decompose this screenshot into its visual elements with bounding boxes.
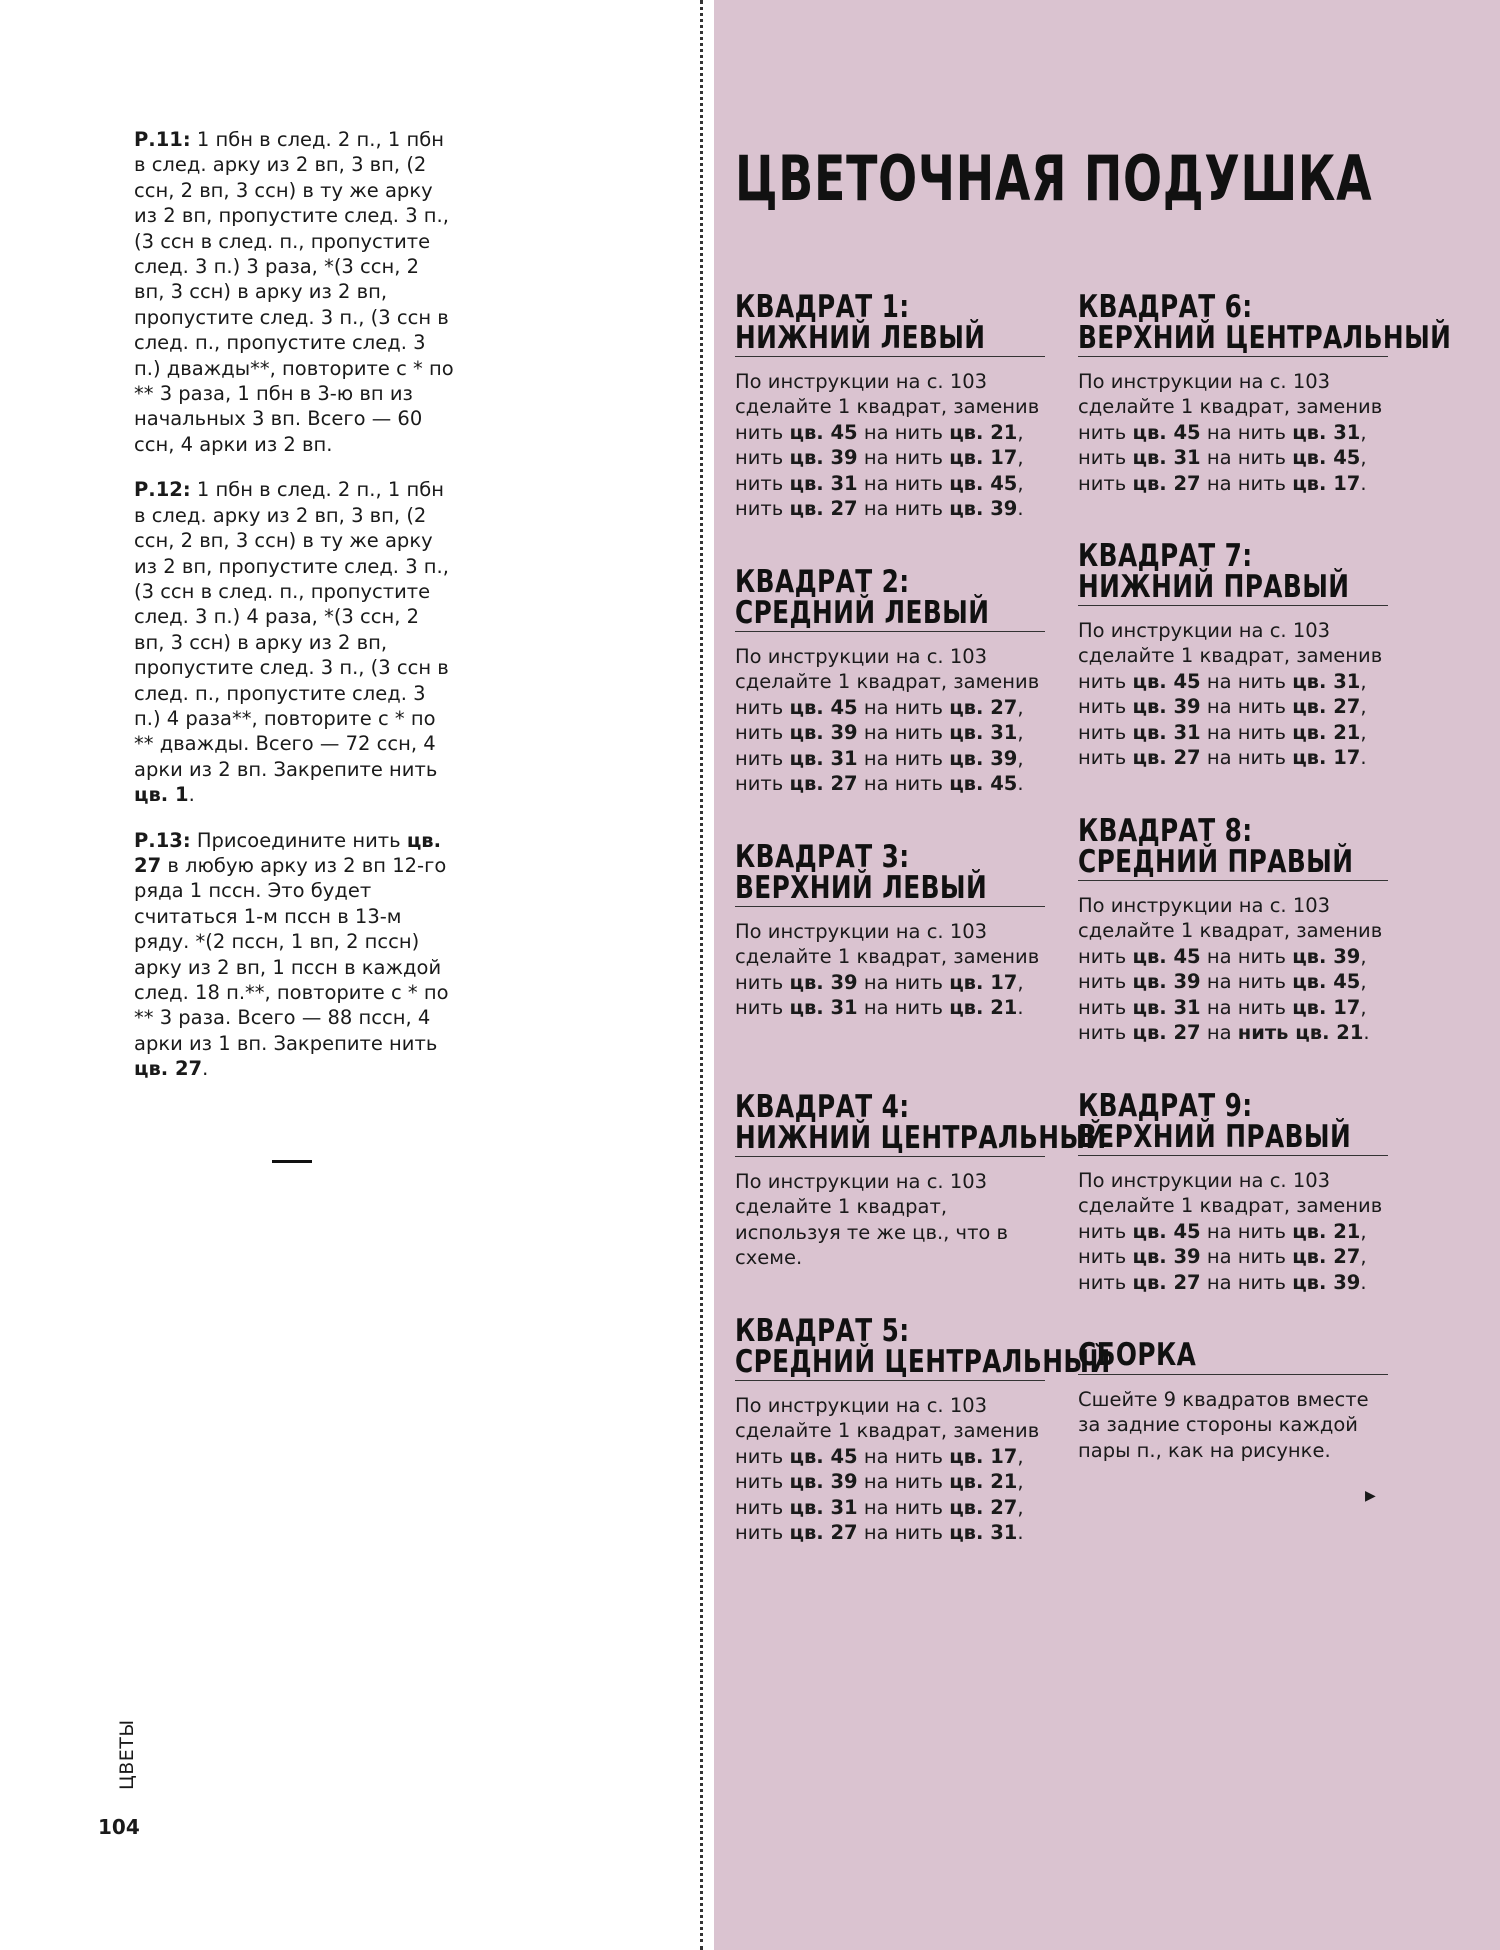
divider — [735, 1380, 1045, 1381]
divider — [735, 356, 1045, 357]
square-3-heading: КВАДРАТ 3: ВЕРХНИЙ ЛЕВЫЙ — [735, 839, 988, 906]
square-3-text: По инструкции на с. 103 сделайте 1 квадрат, заменив нить цв. 39 на нить цв. 17, нить цв. 31 на нить цв. 21. — [735, 920, 1040, 1020]
square-9-text: По инструкции на с. 103 сделайте 1 квадрат, заменив нить цв. 45 на нить цв. 21, нить цв. 39 на нить цв. 27, нить цв. 27 на нить цв. 39. — [1078, 1169, 1383, 1294]
page-title: ЦВЕТОЧНАЯ ПОДУШКА — [735, 142, 1373, 215]
square-6-section — [1078, 289, 1452, 496]
square-5-text: По инструкции на с. 103 сделайте 1 квадрат, заменив нить цв. 45 на нить цв. 17, нить цв. 39 на нить цв. 21, нить цв. 31 на нить цв. 27, нить цв. 27 на нить цв. 31. — [735, 1394, 1040, 1545]
square-1-section — [735, 289, 1045, 521]
divider — [1078, 356, 1388, 357]
assembly-section — [1078, 1337, 1388, 1463]
assembly-text: Сшейте 9 квадратов вместе за задние стороны каждой пары п., как на рисунке. — [1078, 1388, 1369, 1462]
square-2-text: По инструкции на с. 103 сделайте 1 квадрат, заменив нить цв. 45 на нить цв. 27, нить цв. 39 на нить цв. 31, нить цв. 31 на нить цв. 39, нить цв. 27 на нить цв. 45. — [735, 645, 1040, 796]
square-7-heading: КВАДРАТ 7: НИЖНИЙ ПРАВЫЙ — [1078, 538, 1350, 605]
square-8-text: По инструкции на с. 103 сделайте 1 квадрат, заменив нить цв. 45 на нить цв. 39, нить цв. 39 на нить цв. 45, нить цв. 31 на нить цв. 17, нить цв. 27 на нить цв. 21. — [1078, 894, 1383, 1045]
page-divider — [700, 0, 703, 1950]
divider — [735, 1156, 1045, 1157]
square-5-heading: КВАДРАТ 5: СРЕДНИЙ ЦЕНТРАЛЬНЫЙ — [735, 1313, 1111, 1380]
divider — [735, 631, 1045, 632]
divider — [1078, 1155, 1388, 1156]
square-9-section — [1078, 1088, 1388, 1295]
left-instructions — [134, 127, 454, 1102]
square-7-text: По инструкции на с. 103 сделайте 1 квадрат, заменив нить цв. 45 на нить цв. 31, нить цв. 39 на нить цв. 27, нить цв. 31 на нить цв. 21, нить цв. 27 на нить цв. 17. — [1078, 619, 1383, 770]
divider — [1078, 1374, 1388, 1375]
row-12: Р.12: 1 пбн в след. 2 п., 1 пбн в след. арку из 2 вп, 3 вп, (2 ссн, 2 вп, 3 ссн) в ту же арку из 2 вп, пропустите след. 3 п., (3 ссн в след. п., пропустите след. 3 п.) 4 раза, *(3 ссн, 2 вп, 3 ссн) в арку из 2 вп, пропустите след. 3 п., (3 ссн в след. п., пропустите след. 3 п.) 4 раза**, повторите с * по ** дважды. Всего — 72 ссн, 4 арки из 2 вп. Закрепите нить цв. 1. — [134, 478, 449, 807]
square-3-section — [735, 839, 1045, 1021]
square-4-text: По инструкции на с. 103 сделайте 1 квадрат, используя те же цв., что в схеме. — [735, 1170, 1009, 1270]
square-4-heading: КВАДРАТ 4: НИЖНИЙ ЦЕНТРАЛЬНЫЙ — [735, 1089, 1107, 1156]
square-9-heading: КВАДРАТ 9: ВЕРХНИЙ ПРАВЫЙ — [1078, 1088, 1352, 1155]
square-6-text: По инструкции на с. 103 сделайте 1 квадрат, заменив нить цв. 45 на нить цв. 31, нить цв. 31 на нить цв. 45, нить цв. 27 на нить цв. 17. — [1078, 370, 1383, 495]
square-5-section — [735, 1313, 1111, 1545]
continue-arrow-icon: ▶ — [1365, 1488, 1376, 1504]
divider — [1078, 880, 1388, 881]
end-mark — [272, 1160, 312, 1163]
square-2-heading: КВАДРАТ 2: СРЕДНИЙ ЛЕВЫЙ — [735, 564, 990, 631]
square-7-section — [1078, 538, 1388, 770]
divider — [1078, 605, 1388, 606]
square-2-section — [735, 564, 1045, 796]
square-4-section — [735, 1089, 1107, 1271]
row-13: Р.13: Присоедините нить цв. 27 в любую арку из 2 вп 12-го ряда 1 пссн. Это будет считаться 1-м пссн в 13-м ряду. *(2 пссн, 1 вп, 2 пссн) арку из 2 вп, 1 пссн в каждой след. 18 п.**, повторите с * по ** 3 раза. Всего — 88 пссн, 4 арки из 1 вп. Закрепите нить цв. 27. — [134, 828, 449, 1081]
square-6-heading: КВАДРАТ 6: ВЕРХНИЙ ЦЕНТРАЛЬНЫЙ — [1078, 289, 1452, 356]
row-11: Р.11: 1 пбн в след. 2 п., 1 пбн в след. арку из 2 вп, 3 вп, (2 ссн, 2 вп, 3 ссн) в ту же арку из 2 вп, пропустите след. 3 п., (3 ссн в след. п., пропустите след. 3 п.) 3 раза, *(3 ссн, 2 вп, 3 ссн) в арку из 2 вп, пропустите след. 3 п., (3 ссн в след. п., пропустите след. 3 п.) дважды**, повторите с * по ** 3 раза, 1 пбн в 3-ю вп из начальных 3 вп. Всего — 60 ссн, 4 арки из 2 вп. — [134, 128, 454, 456]
square-1-text: По инструкции на с. 103 сделайте 1 квадрат, заменив нить цв. 45 на нить цв. 21, нить цв. 39 на нить цв. 17, нить цв. 31 на нить цв. 45, нить цв. 27 на нить цв. 39. — [735, 370, 1040, 521]
assembly-heading: СБОРКА — [1078, 1337, 1197, 1373]
page-number: 104 — [98, 1815, 140, 1839]
divider — [735, 906, 1045, 907]
square-1-heading: КВАДРАТ 1: НИЖНИЙ ЛЕВЫЙ — [735, 289, 986, 356]
square-8-section — [1078, 813, 1388, 1045]
section-side-label: ЦВЕТЫ — [116, 1719, 138, 1790]
square-8-heading: КВАДРАТ 8: СРЕДНИЙ ПРАВЫЙ — [1078, 813, 1354, 880]
